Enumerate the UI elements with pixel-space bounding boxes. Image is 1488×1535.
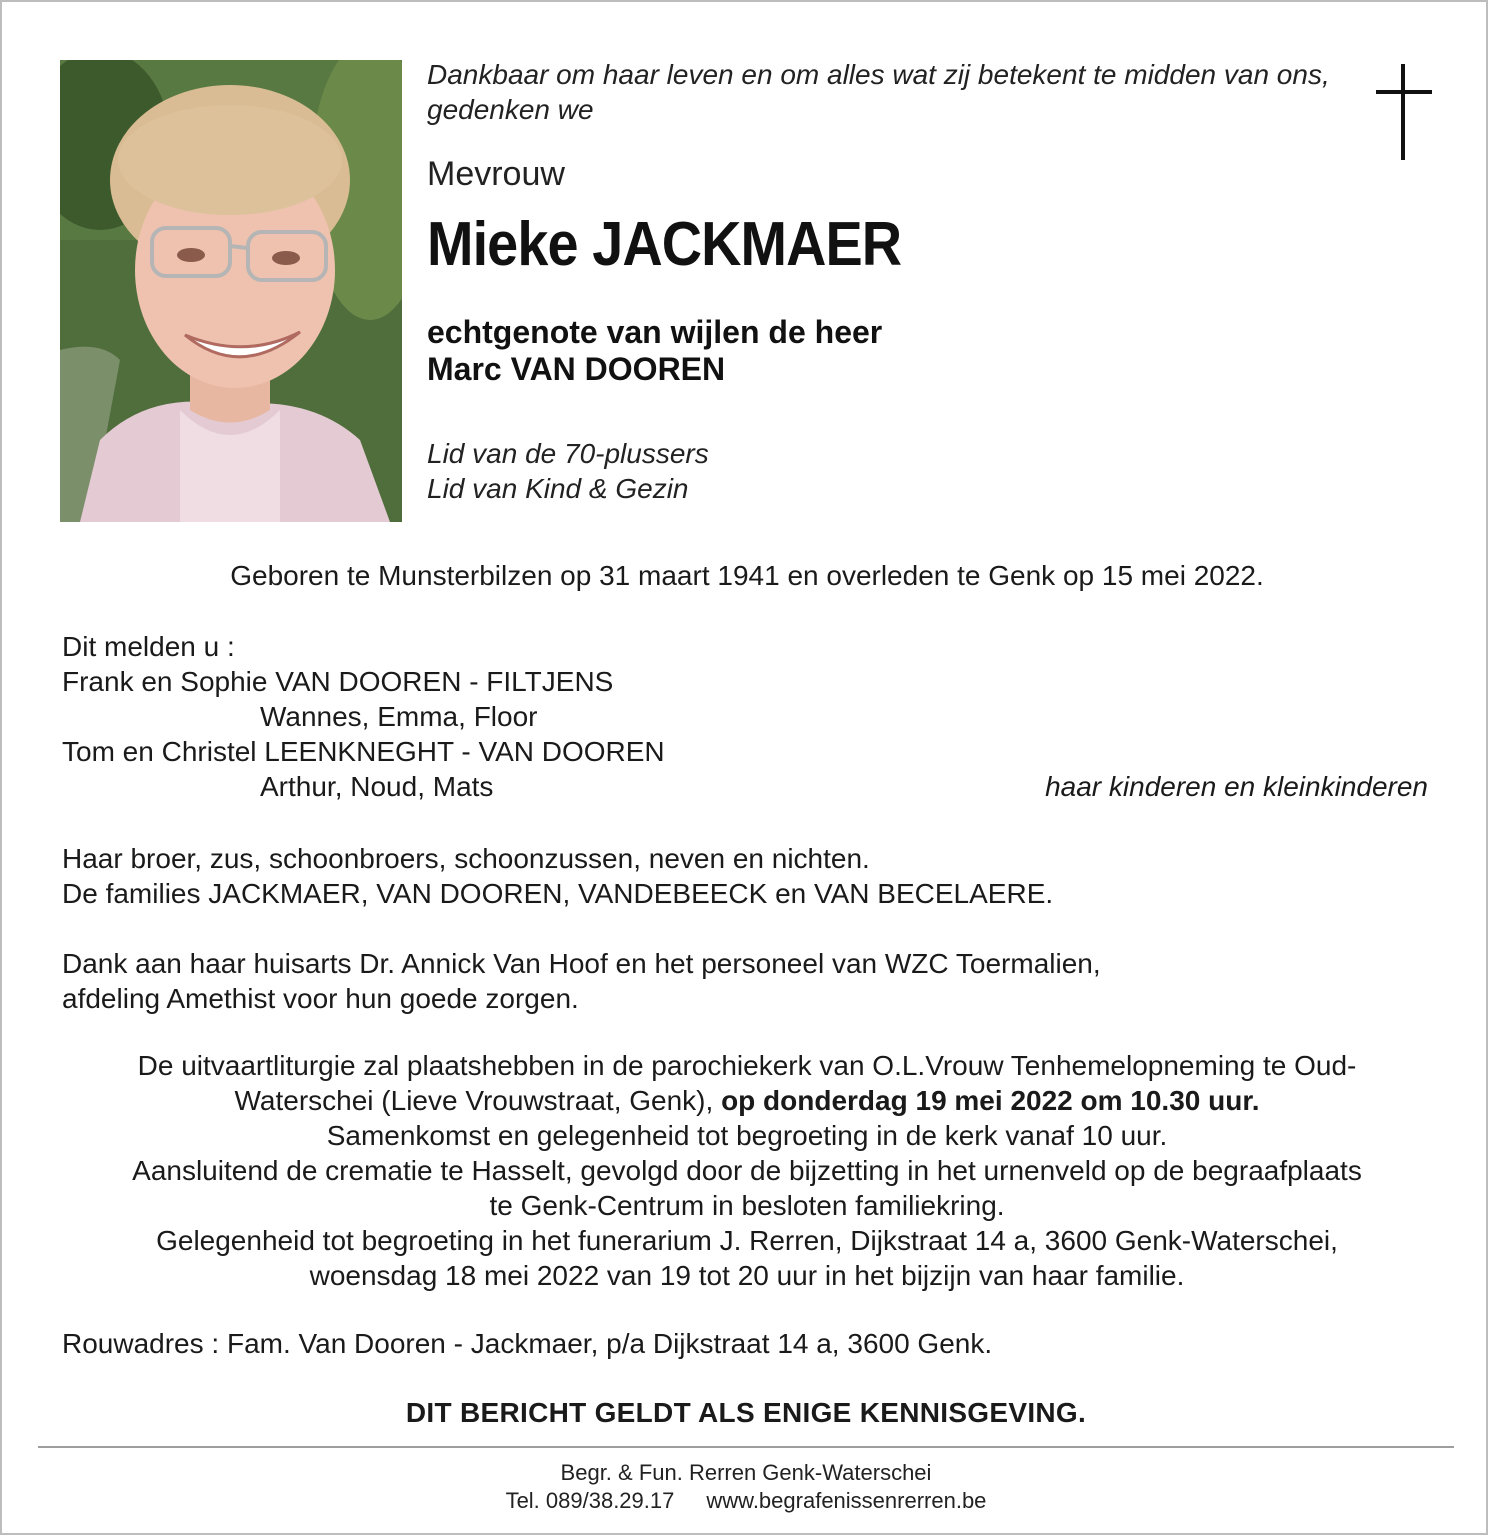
phone: Tel. 089/38.29.17: [505, 1488, 675, 1513]
funeral-line: woensdag 18 mei 2022 van 19 tot 20 uur in het bijzijn van haar familie.: [309, 1260, 1185, 1291]
divider: [38, 1446, 1454, 1448]
grandchildren: Wannes, Emma, Floor: [260, 701, 538, 732]
honorific: Mevrouw: [427, 155, 565, 193]
spouse-info: [427, 314, 1357, 388]
intro-text: Dankbaar om haar leven en om alles wat zij betekent te midden van ons, gedenken we: [427, 59, 1330, 125]
footer: [2, 1459, 1488, 1515]
relation-label: haar kinderen en kleinkinderen: [1045, 771, 1428, 802]
funeral-line: te Genk-Centrum in besloten familiekring.: [489, 1190, 1005, 1221]
funeral-line: Gelegenheid tot begroeting in het funerarium J. Rerren, Dijkstraat 14 a, 3600 Genk-Waterschei,: [156, 1225, 1338, 1256]
family-announcement: [62, 629, 1432, 804]
funeral-place: Waterschei (Lieve Vrouwstraat, Genk),: [234, 1085, 722, 1116]
funeral-line: Samenkomst en gelegenheid tot begroeting in de kerk vanaf 10 uur.: [326, 1120, 1168, 1151]
spouse-line: echtgenote van wijlen de heer: [427, 314, 883, 350]
memberships: [427, 436, 1357, 506]
funeral-info: [57, 1048, 1437, 1293]
contact-line: [2, 1487, 1488, 1515]
family-intro: Dit melden u :: [62, 631, 235, 662]
funeral-line: De uitvaartliturgie zal plaatshebben in de parochiekerk van O.L.Vrouw Tenhemelopneming te Oud-: [137, 1050, 1357, 1081]
birth-death-line: Geboren te Munsterbilzen op 31 maart 1941 en overleden te Genk op 15 mei 2022.: [230, 560, 1264, 591]
portrait-photo: [60, 60, 402, 522]
relatives: [62, 841, 1432, 911]
mourning-address: Rouwadres : Fam. Van Dooren - Jackmaer, p/a Dijkstraat 14 a, 3600 Genk.: [62, 1328, 993, 1359]
family-last-row: [62, 769, 1432, 804]
thanks-line: afdeling Amethist voor hun goede zorgen.: [62, 983, 579, 1014]
relatives-line: Haar broer, zus, schoonbroers, schoonzussen, neven en nichten.: [62, 843, 870, 874]
deceased-name: Mieke JACKMAER: [427, 210, 902, 279]
website-link[interactable]: www.begrafenissenrerren.be: [706, 1488, 987, 1513]
funeral-line: [57, 1083, 1437, 1118]
cross-icon: [1374, 64, 1434, 160]
relatives-line: De families JACKMAER, VAN DOOREN, VANDEBEECK en VAN BECELAERE.: [62, 878, 1054, 909]
funeral-home: Begr. & Fun. Rerren Genk-Waterschei: [560, 1460, 932, 1485]
thanks-line: Dank aan haar huisarts Dr. Annick Van Hoof en het personeel van WZC Toermalien,: [62, 948, 1101, 979]
spouse-name: Marc VAN DOOREN: [427, 351, 726, 387]
family-couple: Frank en Sophie VAN DOOREN - FILTJENS: [62, 666, 614, 697]
membership-item: Lid van Kind & Gezin: [427, 473, 689, 504]
funeral-line: Aansluitend de crematie te Hasselt, gevolgd door de bijzetting in het urnenveld op de begraafplaats: [132, 1155, 1362, 1186]
membership-item: Lid van de 70-plussers: [427, 438, 709, 469]
family-couple: Tom en Christel LEENKNEGHT - VAN DOOREN: [62, 736, 665, 767]
thanks: [62, 946, 1432, 1016]
grandchildren: Arthur, Noud, Mats: [260, 771, 494, 802]
official-notice: DIT BERICHT GELDT ALS ENIGE KENNISGEVING.: [405, 1397, 1087, 1428]
notice-header: [427, 57, 1357, 506]
funeral-datetime: op donderdag 19 mei 2022 om 10.30 uur.: [721, 1085, 1260, 1116]
